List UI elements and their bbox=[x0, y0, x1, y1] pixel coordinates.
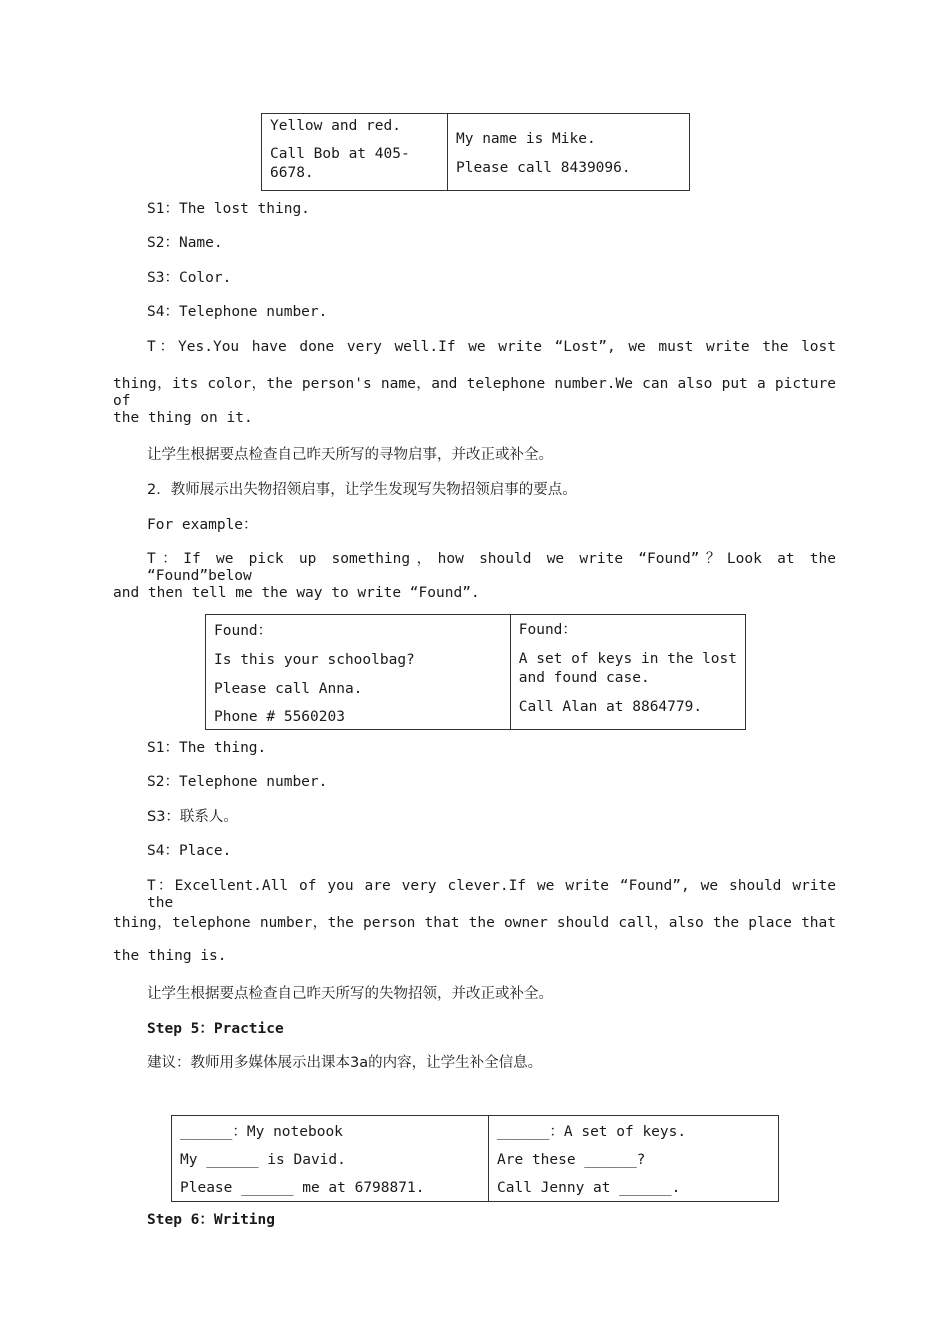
table-line: and found case. bbox=[518, 670, 650, 686]
teacher-lost-line-1: T：Yes.You have done very well.If we write “Lost”, we must write the lost bbox=[147, 339, 836, 355]
practice-cell-right bbox=[488, 1116, 778, 1201]
table-line: Call Bob at 405- bbox=[270, 146, 410, 162]
table-line: A set of keys in the lost bbox=[518, 651, 737, 667]
table-line: Call Alan at 8864779. bbox=[518, 699, 703, 715]
table-line: Found： bbox=[518, 622, 577, 638]
for-example-label: For example： bbox=[147, 517, 258, 533]
table-line: Phone # 5560203 bbox=[214, 709, 345, 725]
table-line: 6678. bbox=[270, 165, 314, 181]
lost-notice-table bbox=[261, 113, 690, 191]
dialogue-line: S1：The lost thing. bbox=[147, 201, 310, 217]
practice-table bbox=[171, 1115, 779, 1202]
teacher-found-question-line-2: and then tell me the way to write “Found”. bbox=[113, 585, 480, 601]
dialogue-line: S3：Color. bbox=[147, 270, 232, 286]
teacher-found-question-line-1: T：If we pick up something，how should we write “Found”？Look at the “Found”below bbox=[147, 551, 836, 584]
table-line: ______：A set of keys. bbox=[497, 1124, 687, 1140]
found-notice-cell-left bbox=[206, 615, 510, 729]
teacher-found-answer-line-3: the thing is. bbox=[113, 948, 227, 964]
teacher-lost-line-2: thing，its color，the person's name，and telephone number.We can also put a picture of bbox=[113, 376, 836, 409]
found-notice-cell-right bbox=[510, 615, 745, 729]
lost-notice-cell-left bbox=[262, 114, 447, 190]
table-line: Yellow and red. bbox=[270, 118, 401, 134]
dialogue-line: S2：Telephone number. bbox=[147, 774, 328, 790]
table-line: Is this your schoolbag? bbox=[214, 652, 415, 668]
table-line: Are these ______? bbox=[497, 1152, 646, 1168]
dialogue-line: S3：联系人。 bbox=[147, 809, 238, 825]
dialogue-line: S4：Place. bbox=[147, 843, 232, 859]
table-line: Found： bbox=[214, 623, 273, 639]
dialogue-line: S1：The thing. bbox=[147, 740, 267, 756]
step5-title: Step 5：Practice bbox=[147, 1021, 284, 1037]
table-line: Call Jenny at ______. bbox=[497, 1180, 681, 1196]
table-line: ______：My notebook bbox=[180, 1124, 343, 1140]
teacher-found-answer-line-2: thing，telephone number，the person that the owner should call，also the place that bbox=[113, 915, 836, 931]
table-line: Please call 8439096. bbox=[456, 160, 631, 176]
step2-heading: 2．教师展示出失物招领启事，让学生发现写失物招领启事的要点。 bbox=[147, 482, 577, 498]
step6-title: Step 6：Writing bbox=[147, 1212, 275, 1228]
step5-suggestion: 建议：教师用多媒体展示出课本3a的内容，让学生补全信息。 bbox=[147, 1055, 543, 1071]
table-line: Please call Anna. bbox=[214, 681, 363, 697]
cn-instruction-lost: 让学生根据要点检查自己昨天所写的寻物启事，并改正或补全。 bbox=[147, 447, 553, 463]
dialogue-line: S2：Name. bbox=[147, 235, 223, 251]
cn-instruction-found: 让学生根据要点检查自己昨天所写的失物招领，并改正或补全。 bbox=[147, 986, 553, 1002]
practice-cell-left bbox=[172, 1116, 488, 1201]
dialogue-line: S4：Telephone number. bbox=[147, 304, 328, 320]
lost-notice-cell-right bbox=[447, 114, 689, 190]
table-line: My ______ is David. bbox=[180, 1152, 346, 1168]
found-notice-table bbox=[205, 614, 746, 730]
teacher-found-answer-line-1: T：Excellent.All of you are very clever.If we write “Found”, we should write the bbox=[147, 878, 836, 911]
table-line: Please ______ me at 6798871. bbox=[180, 1180, 425, 1196]
teacher-lost-line-3: the thing on it. bbox=[113, 410, 253, 426]
table-line: My name is Mike. bbox=[456, 131, 596, 147]
